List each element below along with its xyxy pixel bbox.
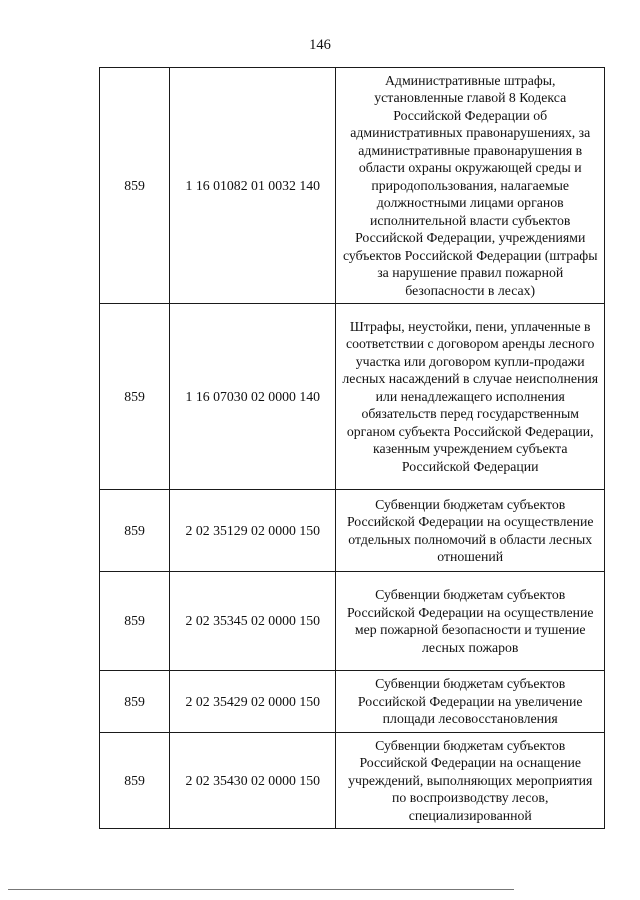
table-row — [100, 490, 605, 572]
revenue-name-cell: Субвенции бюджетам субъектов Российской Федерации на увеличение площади лесовосстановления — [336, 671, 605, 733]
table-row — [100, 733, 605, 829]
revenue-name-cell: Штрафы, неустойки, пени, уплаченные в соответствии с договором аренды лесного участка или договором купли-продажи лесных насаждений в случае неисполнения или ненадлежащего исполнения обязательств перед государственным органом субъекта Российской Федерации, казенным учреждением субъекта Российской Федерации — [336, 304, 605, 490]
table-row — [100, 671, 605, 733]
budget-code-cell: 2 02 35429 02 0000 150 — [170, 671, 336, 733]
table-row — [100, 304, 605, 490]
budget-code-cell: 2 02 35345 02 0000 150 — [170, 572, 336, 671]
budget-code-cell: 1 16 01082 01 0032 140 — [170, 68, 336, 304]
revenue-name-cell: Административные штрафы, установленные главой 8 Кодекса Российской Федерации об административных правонарушениях, за административные правонарушения в области охраны окружающей среды и природопользования, налагаемые должностными лицами органов исполнительной власти субъектов Российской Федерации, учреждениями субъектов Российской Федерации (штрафы за нарушение правил пожарной безопасности в лесах) — [336, 68, 605, 304]
page-bottom-rule — [8, 889, 514, 890]
admin-code-cell: 859 — [100, 490, 170, 572]
admin-code-cell: 859 — [100, 572, 170, 671]
revenue-name-cell: Субвенции бюджетам субъектов Российской Федерации на осуществление мер пожарной безопасности и тушение лесных пожаров — [336, 572, 605, 671]
budget-code-cell: 2 02 35129 02 0000 150 — [170, 490, 336, 572]
admin-code-cell: 859 — [100, 671, 170, 733]
table-row — [100, 572, 605, 671]
admin-code-cell: 859 — [100, 68, 170, 304]
revenue-name-cell: Субвенции бюджетам субъектов Российской Федерации на оснащение учреждений, выполняющих мероприятия по воспроизводству лесов, специализированной — [336, 733, 605, 829]
table-row — [100, 68, 605, 304]
revenue-name-cell: Субвенции бюджетам субъектов Российской Федерации на осуществление отдельных полномочий в области лесных отношений — [336, 490, 605, 572]
budget-code-cell: 1 16 07030 02 0000 140 — [170, 304, 336, 490]
admin-code-cell: 859 — [100, 733, 170, 829]
admin-code-cell: 859 — [100, 304, 170, 490]
budget-classification-table — [99, 67, 605, 829]
budget-code-cell: 2 02 35430 02 0000 150 — [170, 733, 336, 829]
page-number: 146 — [309, 37, 331, 53]
